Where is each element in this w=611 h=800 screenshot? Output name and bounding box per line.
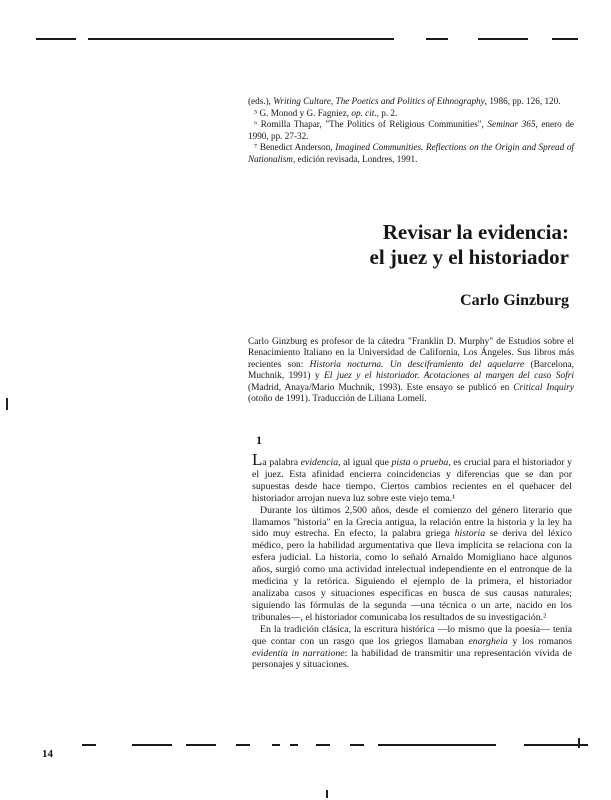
margin-mark xyxy=(578,738,580,748)
bottom-rule xyxy=(290,744,298,746)
body-paragraph-3: En la tradición clásica, la escritura histórica —lo mismo que la poesía— tenía que contar con un rasgo que los griegos llamaban enargheia y los romanos evidentia in narratione: la habilidad de transmitir una representación vívida de personajes y situaciones. xyxy=(252,623,573,671)
bottom-rule xyxy=(82,744,96,746)
article-author: Carlo Ginzburg xyxy=(460,292,569,309)
article-title xyxy=(370,220,569,270)
article-title-line-2: el juez y el historiador xyxy=(369,245,569,269)
margin-mark xyxy=(326,790,328,798)
footnote-continuation: (eds.), Writing Culture, The Poetics and Politics of Ethnography, 1986, pp. 126, 120. xyxy=(248,96,561,106)
footnote-7: ⁷ Benedict Anderson, Imagined Communities. Reflections on the Origin and Spread of Nationalism, edición revisada, Londres, 1991. xyxy=(248,142,574,164)
bottom-rule xyxy=(350,744,364,746)
bottom-rule xyxy=(316,744,330,746)
page-number: 14 xyxy=(42,748,53,760)
margin-mark xyxy=(6,398,8,410)
drop-cap: L xyxy=(252,450,263,469)
top-rule xyxy=(88,38,394,40)
bottom-rule xyxy=(132,744,172,746)
article-title-line-1: Revisar la evidencia: xyxy=(382,220,569,244)
author-bio: Carlo Ginzburg es profesor de la cátedra "Franklin D. Murphy" de Estudios sobre el Renacimiento Italiano en la Universidad de California, Los Ángeles. Sus libros más recientes son: Historia nocturna. Un desciframiento del aquelarre (Barcelona, Muchnik, 1991) y El juez y el historiador. Acotaciones al margen del caso Sofri (Madrid, Anaya/Mario Muchnik, 1993). Este ensayo se publicó en Critical Inquiry (otoño de 1991). Traducción de Liliana Lomelí. xyxy=(248,337,574,405)
body-paragraph-1: La palabra evidencia, al igual que pista o prueba, es crucial para el historiador y el juez. Esta afinidad encierra coincidencias y diferencias que se dan por supuestas desde hace tiempo. Ciertos cambios recientes en el quehacer del historiador arrojan nueva luz sobre este viejo tema.¹ xyxy=(252,450,572,504)
bottom-rule xyxy=(186,744,216,746)
bottom-rule xyxy=(378,744,496,746)
article-body xyxy=(252,450,573,671)
section-number: 1 xyxy=(256,433,262,447)
bottom-rule xyxy=(272,744,280,746)
footnote-5: ⁵ G. Monod y G. Fagniez, op. cit., p. 2. xyxy=(254,107,398,118)
footnotes xyxy=(248,96,574,165)
footnote-6: ⁶ Romilla Thapar, "The Politics of Religious Communities", Seminar 365, enero de 1990, pp. 27-32. xyxy=(248,119,575,141)
top-rule xyxy=(478,38,528,40)
top-rule xyxy=(36,38,76,40)
top-rule xyxy=(552,38,578,40)
body-paragraph-2: Durante los últimos 2,500 años, desde el comienzo del género literario que llamamos "historia" en la Grecia antigua, la relación entre la historia y la ley ha sido muy estrecha. En efecto, la palabra griega historia se deriva del léxico médico, pero la habilidad argumentativa que lleva implícita se relaciona con la esfera judicial. La historia, como lo señaló Arnaldo Momigliano hace algunos años, surgió como una actividad intelectual independiente en el entronque de la medicina y la retórica. Siguiendo el ejemplo de la primera, el historiador analizaba casos y situaciones específicas en busca de sus causas naturales; siguiendo las fórmulas de la segunda —una técnica o un arte, nacido en los tribunales—, el historiador comunicaba los resultados de su investigación.² xyxy=(252,504,572,623)
bottom-rule xyxy=(236,744,250,746)
top-rule xyxy=(426,38,448,40)
